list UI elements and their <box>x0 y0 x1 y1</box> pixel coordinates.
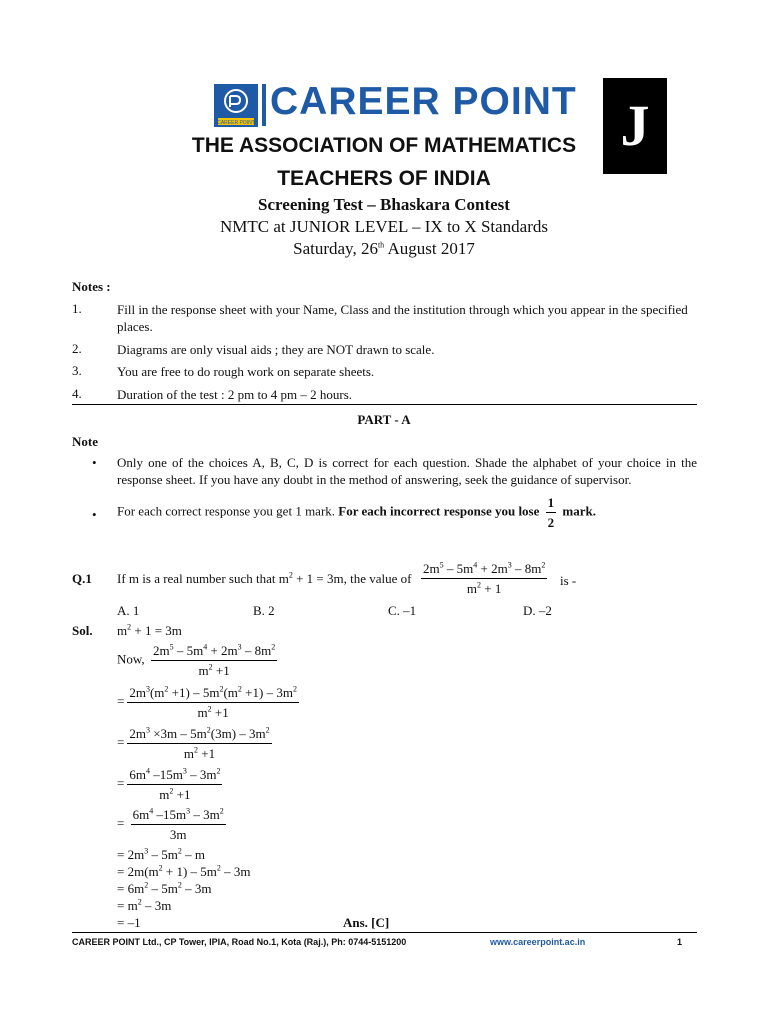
solution-line: = $2m(m^2 + 1) - 5m^2 - 3m$ <box>117 863 251 879</box>
note-text: Fill in the response sheet with your Name, Class and the institution through which you appear in the specified places. <box>117 302 688 334</box>
question-label: Q.1 <box>72 571 92 586</box>
level-letter: J <box>603 78 667 174</box>
association-line1: THE ASSOCIATION OF MATHEMATICS <box>191 134 577 157</box>
option-b: B. 2 <box>253 603 275 618</box>
bullet-icon: • <box>92 507 97 522</box>
footer-website-link[interactable]: www.careerpoint.ac.in <box>490 937 586 947</box>
question-stem: If m is a real number such that $m^2 + 1 = 3m$, the value of <box>117 570 412 586</box>
solution-line: = $2m^3 - 5m^2$ – m <box>117 846 205 862</box>
option-a: A. 1 <box>117 603 140 618</box>
note-text: Diagrams are only visual aids ; they are NOT drawn to scale. <box>117 342 435 357</box>
note-text: Duration of the test : 2 pm to 4 pm – 2 hours. <box>117 387 353 402</box>
solution-step: = $\frac{2m^3 \times 3m - 5m^2(3m) - 3m^2}{m^2 +1}$ <box>117 725 270 761</box>
instruction-bullet-2: For each correct response you get 1 mark. For each incorrect response you lose $\frac{1}{2}$ mark. <box>117 495 596 530</box>
note-text: You are free to do rough work on separate sheets. <box>117 364 375 379</box>
half-fraction: $\frac{1}{2}$ <box>547 495 555 530</box>
logo-caption: CAREER POINT <box>217 120 255 126</box>
solution-line: $m^2 + 1 = 3m$ <box>117 622 182 638</box>
solution-line: = $m^2 - 3m$ <box>117 897 172 913</box>
note-number: 1. <box>72 301 82 316</box>
question-tail: is - <box>560 573 577 588</box>
footer-address: CAREER POINT Ltd., CP Tower, IPIA, Road No.1, Kota (Raj.), Ph: 0744-5151200 <box>72 937 407 947</box>
section-divider <box>72 404 697 405</box>
option-d: D. –2 <box>523 603 552 618</box>
page-number: 1 <box>677 937 683 947</box>
solution-label: Sol. <box>72 623 93 638</box>
logo-divider <box>262 84 266 126</box>
solution-line: = –1 <box>117 915 141 930</box>
note-number: 3. <box>72 363 82 378</box>
notes-title: Notes : <box>72 279 111 294</box>
part-a-note-title: Note <box>72 434 98 449</box>
bullet-icon: • <box>92 455 97 470</box>
solution-step: = $\frac{2m^3(m^2 +1) - 5m^2(m^2 +1) - 3m^2}{m^2 +1}$ <box>117 684 297 720</box>
answer-label: Ans. [C] <box>343 915 390 930</box>
career-point-logo <box>214 84 258 127</box>
brand-title: CAREER POINT <box>270 80 577 123</box>
option-c: C. –1 <box>388 603 417 618</box>
nmtc-subtitle: NMTC at JUNIOR LEVEL – IX to X Standards <box>220 217 548 236</box>
solution-step: = $\frac{6m^4 -15m^3 - 3m^2}{m^2 +1}$ <box>117 766 221 802</box>
instruction-bullet-1: Only one of the choices A, B, C, D is correct for each question. Shade the alphabet of your choice in the response sheet. If you have any doubt in the method of answering, seek the guidance of supervisor. <box>117 455 697 487</box>
solution-step: = $\frac{6m^4 -15m^3 - 3m^2}{3m}$ <box>117 806 224 842</box>
note-number: 4. <box>72 386 82 401</box>
note-number: 2. <box>72 341 82 356</box>
exam-date: Saturday, 26th August 2017 <box>293 239 475 258</box>
screening-title: Screening Test – Bhaskara Contest <box>258 195 510 214</box>
part-a-title: PART - A <box>357 412 411 427</box>
footer-divider <box>72 932 697 933</box>
footer <box>72 937 697 947</box>
association-line2: TEACHERS OF INDIA <box>277 167 491 190</box>
solution-step: Now, $\frac{2m^5 - 5m^4 + 2m^3 - 8m^2}{m^2 +1}$ <box>117 642 276 678</box>
solution-line: = $6m^2 - 5m^2 - 3m$ <box>117 880 212 896</box>
question-expression: $\frac{2m^5 - 5m^4 + 2m^3 - 8m^2}{m^2 + 1}$ <box>423 560 546 596</box>
